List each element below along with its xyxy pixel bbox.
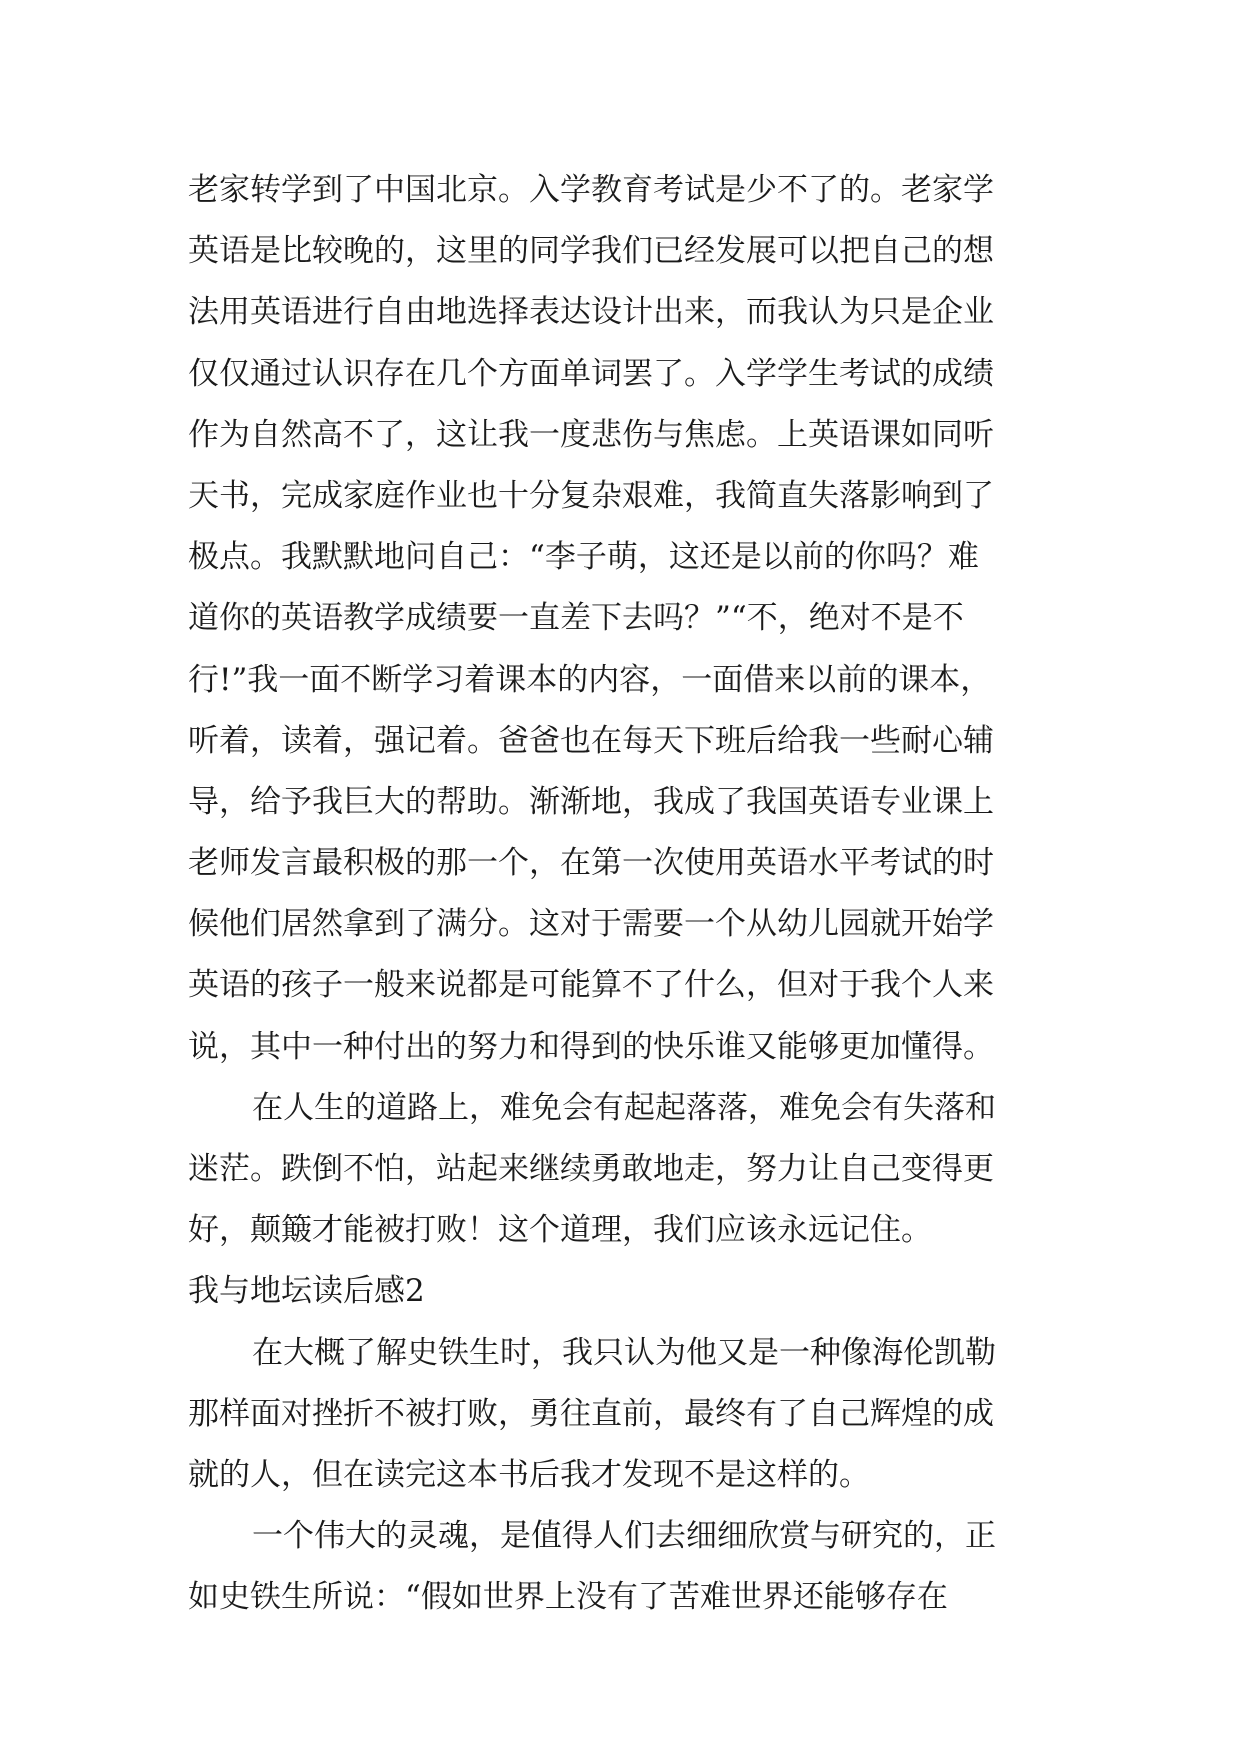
text-line: 天书，完成家庭作业也十分复杂艰难，我简直失落影响到了 [188,477,994,514]
text-line: 英语的孩子一般来说都是可能算不了什么，但对于我个人来 [188,967,994,1004]
text-line: 那样面对挫折不被打败，勇往直前，最终有了自己辉煌的成 [188,1395,994,1432]
paragraph-first-line: 在大概了解史铁生时，我只认为他又是一种像海伦凯勒 [252,1334,996,1371]
text-line: 好，颠簸才能被打败！这个道理，我们应该永远记住。 [188,1212,932,1249]
section-heading: 我与地坛读后感2 [188,1273,425,1310]
text-line: 英语是比较晚的，这里的同学我们已经发展可以把自己的想 [188,233,994,270]
text-line: 道你的英语教学成绩要一直差下去吗？”“不，绝对不是不 [188,600,964,637]
document-body [188,160,1068,1629]
text-line: 作为自然高不了，这让我一度悲伤与焦虑。上英语课如同听 [188,416,994,453]
text-line: 仅仅通过认识存在几个方面单词罢了。入学学生考试的成绩 [188,355,994,392]
text-line: 如史铁生所说：“假如世界上没有了苦难世界还能够存在 [188,1579,948,1616]
text-line: 迷茫。跌倒不怕，站起来继续勇敢地走，努力让自己变得更 [188,1151,994,1187]
text-line: 听着，读着，强记着。爸爸也在每天下班后给我一些耐心辅 [188,722,994,759]
text-line: 老师发言最积极的那一个，在第一次使用英语水平考试的时 [188,845,994,882]
text-line: 说，其中一种付出的努力和得到的快乐谁又能够更加懂得。 [188,1028,994,1065]
text-line: 导，给予我巨大的帮助。渐渐地，我成了我国英语专业课上 [188,783,994,820]
text-line: 老家转学到了中国北京。入学教育考试是少不了的。老家学 [188,172,994,208]
text-line: 行!”我一面不断学习着课本的内容，一面借来以前的课本， [188,661,992,698]
text-line: 就的人，但在读完这本书后我才发现不是这样的。 [188,1456,870,1493]
text-line: 极点。我默默地问自己：“李子萌，这还是以前的你吗？难 [188,539,979,576]
paragraph-first-line: 在人生的道路上，难免会有起起落落，难免会有失落和 [252,1089,996,1126]
paragraph-first-line: 一个伟大的灵魂，是值得人们去细细欣赏与研究的，正 [252,1518,996,1555]
text-line: 法用英语进行自由地选择表达设计出来，而我认为只是企业 [188,294,994,331]
text-line: 候他们居然拿到了满分。这对于需要一个从幼儿园就开始学 [188,906,994,943]
